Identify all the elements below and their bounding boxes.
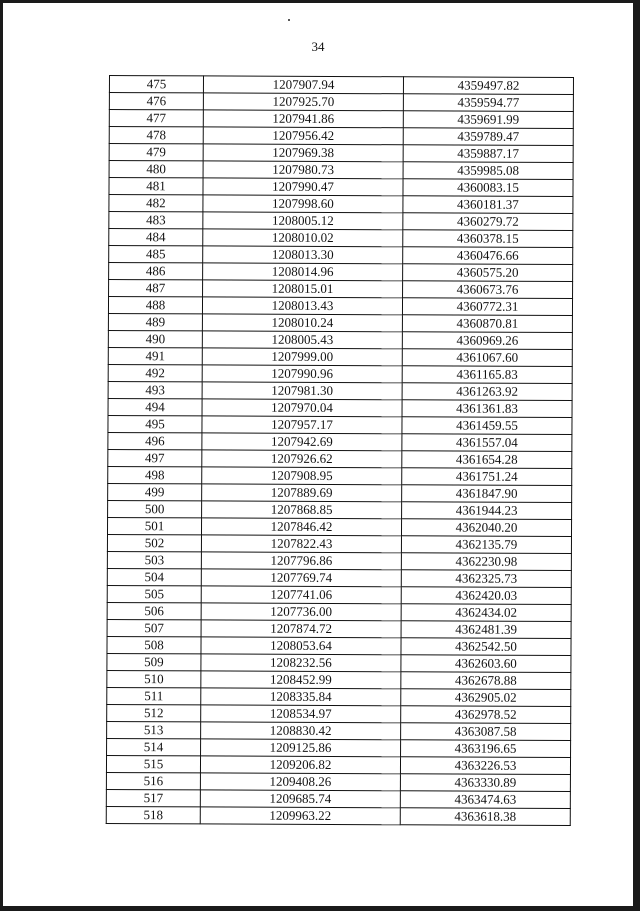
point-number-cell: 507: [107, 619, 201, 636]
y-coordinate-cell: 4362325.73: [401, 570, 571, 588]
x-coordinate-cell: 1207925.70: [203, 93, 403, 111]
x-coordinate-cell: 1207980.73: [203, 161, 403, 179]
y-coordinate-cell: 4360378.15: [403, 230, 573, 248]
point-number-cell: 489: [108, 313, 202, 330]
table-row: [109, 246, 573, 265]
point-number-cell: 481: [109, 178, 203, 195]
x-coordinate-cell: 1208005.43: [202, 331, 402, 349]
x-coordinate-cell: 1208014.96: [203, 263, 403, 281]
table-row: [109, 195, 573, 214]
point-number-cell: 476: [109, 93, 203, 110]
x-coordinate-cell: 1207908.95: [202, 467, 402, 485]
table-row: [108, 415, 572, 434]
scan-speck: [288, 19, 290, 21]
point-number-cell: 501: [107, 517, 201, 534]
y-coordinate-cell: 4363474.63: [400, 791, 570, 809]
point-number-cell: 503: [107, 551, 201, 568]
table-row: [107, 602, 571, 621]
table-row: [108, 466, 572, 485]
point-number-cell: 510: [107, 670, 201, 687]
page-number: 34: [311, 39, 325, 54]
x-coordinate-cell: 1207926.62: [202, 450, 402, 468]
table-row: [109, 178, 573, 197]
point-number-cell: 486: [109, 263, 203, 280]
x-coordinate-cell: 1209125.86: [201, 739, 401, 757]
point-number-cell: 508: [107, 636, 201, 653]
point-number-cell: 482: [109, 195, 203, 212]
y-coordinate-cell: 4360870.81: [402, 315, 572, 333]
y-coordinate-cell: 4361067.60: [402, 349, 572, 367]
x-coordinate-cell: 1207956.42: [203, 127, 403, 145]
table-row: [108, 483, 572, 502]
point-number-cell: 512: [107, 704, 201, 721]
x-coordinate-cell: 1208830.42: [201, 722, 401, 740]
y-coordinate-cell: 4362420.03: [401, 587, 571, 605]
y-coordinate-cell: 4362230.98: [401, 553, 571, 571]
y-coordinate-cell: 4361361.83: [402, 400, 572, 418]
point-number-cell: 479: [109, 144, 203, 161]
point-number-cell: 511: [107, 687, 201, 704]
table-row: [107, 721, 571, 740]
x-coordinate-cell: 1207969.38: [203, 144, 403, 162]
point-number-cell: 513: [107, 721, 201, 738]
table-row: [108, 364, 572, 383]
table-row: [109, 127, 573, 146]
table-row: [109, 144, 573, 163]
table-row: [106, 806, 570, 825]
x-coordinate-cell: 1209685.74: [200, 790, 400, 808]
table-row: [107, 585, 571, 604]
point-number-cell: 516: [106, 772, 200, 789]
table-row: [108, 313, 572, 332]
y-coordinate-cell: 4361263.92: [402, 383, 572, 401]
y-coordinate-cell: 4360673.76: [403, 281, 573, 299]
x-coordinate-cell: 1207970.04: [202, 399, 402, 417]
point-number-cell: 484: [109, 229, 203, 246]
x-coordinate-cell: 1207981.30: [202, 382, 402, 400]
table-row: [108, 500, 572, 519]
table-row: [107, 738, 571, 757]
point-number-cell: 480: [109, 161, 203, 178]
x-coordinate-cell: 1207736.00: [201, 603, 401, 621]
point-number-cell: 498: [108, 466, 202, 483]
table-row: [106, 772, 570, 791]
x-coordinate-cell: 1208010.02: [203, 229, 403, 247]
y-coordinate-cell: 4360575.20: [403, 264, 573, 282]
x-coordinate-cell: 1208005.12: [203, 212, 403, 230]
point-number-cell: 505: [107, 585, 201, 602]
y-coordinate-cell: 4359691.99: [403, 111, 573, 129]
table-row: [107, 687, 571, 706]
y-coordinate-cell: 4361459.55: [402, 417, 572, 435]
point-number-cell: 515: [106, 755, 200, 772]
point-number-cell: 514: [107, 738, 201, 755]
x-coordinate-cell: 1208015.01: [203, 280, 403, 298]
y-coordinate-cell: 4361165.83: [402, 366, 572, 384]
y-coordinate-cell: 4362678.88: [401, 672, 571, 690]
x-coordinate-cell: 1207998.60: [203, 195, 403, 213]
y-coordinate-cell: 4363226.53: [400, 757, 570, 775]
x-coordinate-cell: 1207941.86: [203, 110, 403, 128]
x-coordinate-cell: 1208534.97: [201, 705, 401, 723]
y-coordinate-cell: 4360083.15: [403, 179, 573, 197]
table-row: [107, 551, 571, 570]
y-coordinate-cell: 4362135.79: [401, 536, 571, 554]
point-number-cell: 487: [109, 280, 203, 297]
table-row: [108, 432, 572, 451]
table-row: [106, 789, 570, 808]
y-coordinate-cell: 4362040.20: [401, 519, 571, 537]
table-row: [107, 534, 571, 553]
point-number-cell: 499: [108, 483, 202, 500]
y-coordinate-cell: 4361654.28: [402, 451, 572, 469]
point-number-cell: 496: [108, 432, 202, 449]
y-coordinate-cell: 4359594.77: [403, 94, 573, 112]
y-coordinate-cell: 4359497.82: [403, 77, 573, 95]
table-row: [109, 76, 573, 95]
x-coordinate-cell: 1208335.84: [201, 688, 401, 706]
y-coordinate-cell: 4362434.02: [401, 604, 571, 622]
point-number-cell: 497: [108, 449, 202, 466]
table-row: [106, 755, 570, 774]
y-coordinate-cell: 4360772.31: [402, 298, 572, 316]
y-coordinate-cell: 4363196.65: [401, 740, 571, 758]
table-row: [107, 653, 571, 672]
table-row: [109, 280, 573, 299]
y-coordinate-cell: 4362978.52: [401, 706, 571, 724]
x-coordinate-cell: 1209963.22: [200, 807, 400, 825]
x-coordinate-cell: 1209408.26: [200, 773, 400, 791]
table-row: [108, 347, 572, 366]
table-row: [108, 297, 572, 316]
point-number-cell: 475: [109, 76, 203, 93]
point-number-cell: 478: [109, 127, 203, 144]
point-number-cell: 483: [109, 212, 203, 229]
table-row: [108, 330, 572, 349]
point-number-cell: 506: [107, 602, 201, 619]
x-coordinate-cell: 1207999.00: [202, 348, 402, 366]
point-number-cell: 494: [108, 398, 202, 415]
table-row: [109, 93, 573, 112]
table-row: [109, 263, 573, 282]
table-row: [108, 381, 572, 400]
table-row: [109, 110, 573, 129]
table-row: [107, 704, 571, 723]
x-coordinate-cell: 1207769.74: [201, 569, 401, 587]
y-coordinate-cell: 4361944.23: [402, 502, 572, 520]
point-number-cell: 517: [106, 789, 200, 806]
y-coordinate-cell: 4363618.38: [400, 808, 570, 826]
x-coordinate-cell: 1209206.82: [200, 756, 400, 774]
point-number-cell: 485: [109, 246, 203, 263]
y-coordinate-cell: 4362481.39: [401, 621, 571, 639]
table-row: [107, 636, 571, 655]
point-number-cell: 477: [109, 110, 203, 127]
y-coordinate-cell: 4363087.58: [401, 723, 571, 741]
x-coordinate-cell: 1208013.43: [202, 297, 402, 315]
y-coordinate-cell: 4360969.26: [402, 332, 572, 350]
table-row: [107, 517, 571, 536]
y-coordinate-cell: 4362905.02: [401, 689, 571, 707]
x-coordinate-cell: 1208053.64: [201, 637, 401, 655]
point-number-cell: 493: [108, 381, 202, 398]
point-number-cell: 504: [107, 568, 201, 585]
x-coordinate-cell: 1207822.43: [201, 535, 401, 553]
x-coordinate-cell: 1207796.86: [201, 552, 401, 570]
x-coordinate-cell: 1207874.72: [201, 620, 401, 638]
point-number-cell: 502: [107, 534, 201, 551]
point-number-cell: 492: [108, 364, 202, 381]
table-row: [107, 670, 571, 689]
document-page: [3, 3, 633, 906]
x-coordinate-cell: 1207846.42: [201, 518, 401, 536]
x-coordinate-cell: 1207741.06: [201, 586, 401, 604]
y-coordinate-cell: 4361557.04: [402, 434, 572, 452]
table-row: [108, 449, 572, 468]
table-row: [107, 619, 571, 638]
point-number-cell: 495: [108, 415, 202, 432]
y-coordinate-cell: 4359985.08: [403, 162, 573, 180]
y-coordinate-cell: 4362603.60: [401, 655, 571, 673]
x-coordinate-cell: 1207907.94: [203, 76, 403, 94]
x-coordinate-cell: 1208013.30: [203, 246, 403, 264]
y-coordinate-cell: 4363330.89: [400, 774, 570, 792]
x-coordinate-cell: 1207889.69: [202, 484, 402, 502]
x-coordinate-cell: 1207957.17: [202, 416, 402, 434]
table-row: [109, 161, 573, 180]
x-coordinate-cell: 1208010.24: [202, 314, 402, 332]
y-coordinate-cell: 4360476.66: [403, 247, 573, 265]
x-coordinate-cell: 1208232.56: [201, 654, 401, 672]
point-number-cell: 488: [108, 297, 202, 314]
y-coordinate-cell: 4360181.37: [403, 196, 573, 214]
table-row: [108, 398, 572, 417]
y-coordinate-cell: 4361751.24: [402, 468, 572, 486]
point-number-cell: 518: [106, 806, 200, 823]
x-coordinate-cell: 1207868.85: [202, 501, 402, 519]
table-row: [109, 229, 573, 248]
point-number-cell: 509: [107, 653, 201, 670]
point-number-cell: 500: [108, 500, 202, 517]
point-number-cell: 490: [108, 330, 202, 347]
coordinate-table: [106, 75, 574, 826]
y-coordinate-cell: 4359789.47: [403, 128, 573, 146]
point-number-cell: 491: [108, 347, 202, 364]
y-coordinate-cell: 4362542.50: [401, 638, 571, 656]
x-coordinate-cell: 1208452.99: [201, 671, 401, 689]
y-coordinate-cell: 4359887.17: [403, 145, 573, 163]
table-row: [109, 212, 573, 231]
y-coordinate-cell: 4361847.90: [402, 485, 572, 503]
x-coordinate-cell: 1207990.96: [202, 365, 402, 383]
table-row: [107, 568, 571, 587]
x-coordinate-cell: 1207942.69: [202, 433, 402, 451]
x-coordinate-cell: 1207990.47: [203, 178, 403, 196]
y-coordinate-cell: 4360279.72: [403, 213, 573, 231]
